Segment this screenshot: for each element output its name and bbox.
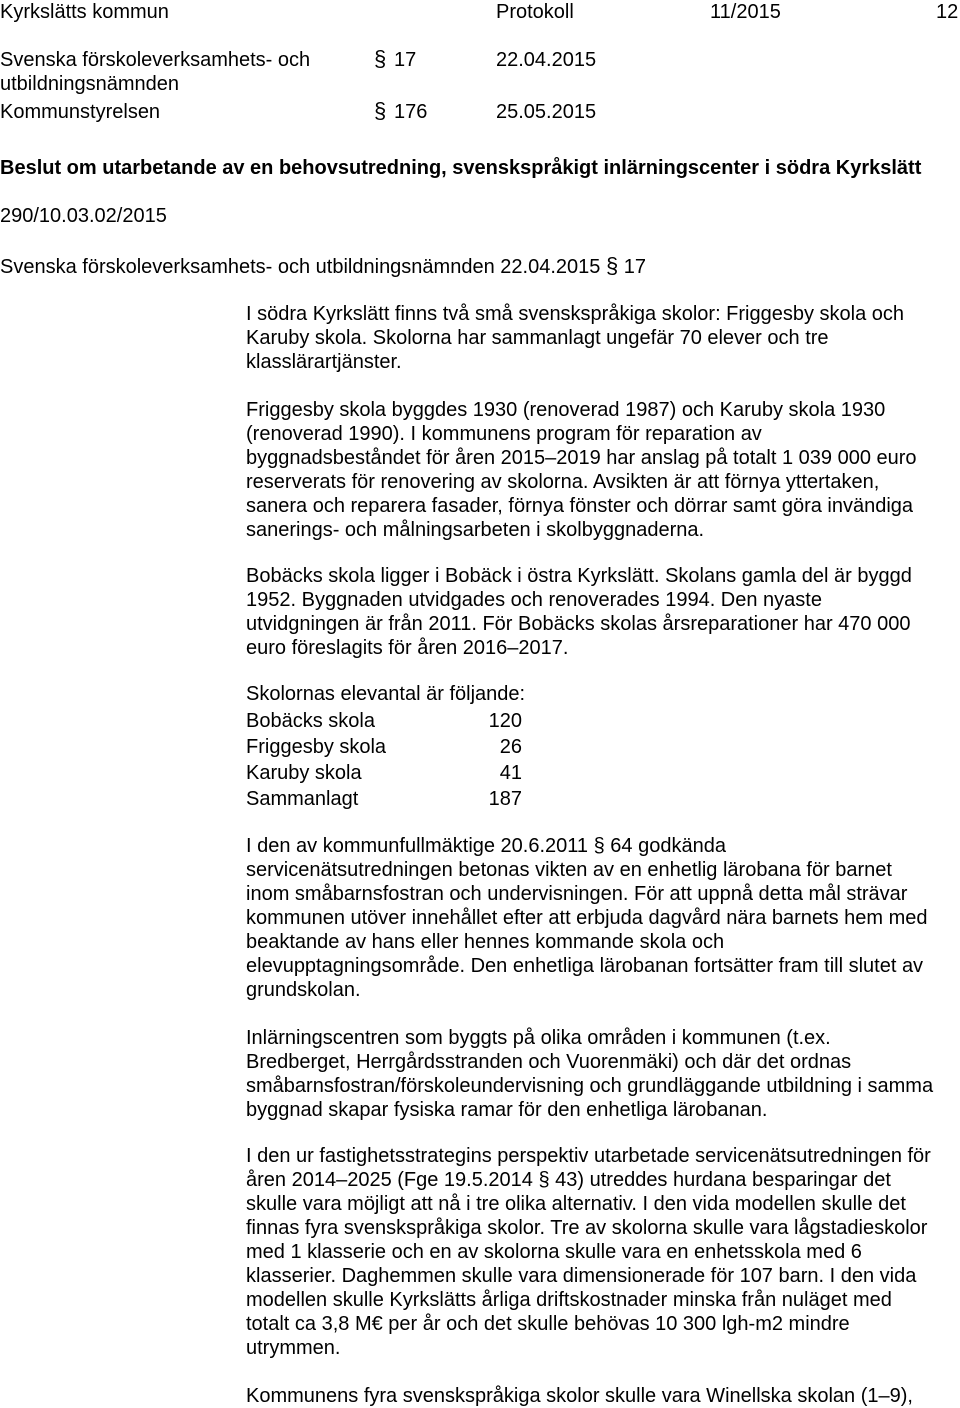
text-line: byggnadsbeståndet för åren 2015–2019 har anslag på totalt 1 039 000 euro: [246, 447, 917, 469]
text-line: Kommunens fyra svenskspråkiga skolor skulle vara Winellska skolan (1–9),: [246, 1385, 913, 1407]
school-name: Friggesby skola: [246, 736, 387, 758]
paragraph-property-strategy: [246, 1144, 960, 1360]
text-line: inom småbarnsfostran och undervisningen. För att uppnå detta mål strävar: [246, 883, 908, 905]
paragraph-four-schools: [246, 1384, 960, 1408]
text-line: I den av kommunfullmäktige 20.6.2011 § 64 godkända: [246, 835, 726, 857]
page-number: 12: [936, 1, 959, 23]
text-line: småbarnsfostran/förskoleundervisning och grundläggande utbildning i samma: [246, 1075, 934, 1097]
text-line: reserverats för renovering av skolorna. Avsikten är att förnya yttertaken,: [246, 471, 880, 493]
header-committee-row-1: [0, 48, 960, 72]
total-count: 187: [488, 788, 522, 810]
text-line: sanera och reparera fasader, förnya fönster och dörrar samt göra invändiga: [246, 495, 914, 517]
text-line: utvidgningen är från 2011. För Bobäcks skolas årsreparationer har 470 000: [246, 613, 911, 635]
text-line: elevupptagningsområde. Den enhetliga lärobanan fortsätter fram till slutet av: [246, 955, 924, 977]
pupil-count: 120: [488, 710, 522, 732]
table-row: [246, 708, 546, 734]
meeting-date: 25.05.2015: [496, 101, 597, 123]
text-line: åren 2014–2025 (Fge 19.5.2014 § 43) utreddes hurdana besparingar det: [246, 1169, 891, 1191]
meeting-date: 22.04.2015: [496, 49, 597, 71]
paragraph-pupil-count-intro: [246, 682, 960, 706]
text-line: finnas fyra svenskspråkiga skolor. Tre av skolorna skulle vara lågstadieskolor: [246, 1217, 928, 1239]
pupil-count: 26: [499, 736, 522, 758]
paragraph-learning-centres: [246, 1026, 960, 1122]
committee-name: Kommunstyrelsen: [0, 101, 161, 123]
text-line: sanerings- och målningsarbeten i skolbyggnaderna.: [246, 519, 705, 541]
text-line: I den ur fastighetsstrategins perspektiv utarbetade servicenätsutredningen för: [246, 1145, 931, 1167]
committee-name-line2: utbildningsnämnden: [0, 73, 180, 95]
text-line: kommunen utöver innehållet efter att erbjuda dagvård nära barnets hem med: [246, 907, 928, 929]
text-line: Skolornas elevantal är följande:: [246, 683, 526, 705]
table-row-total: [246, 786, 546, 812]
committee-and-date: Svenska förskoleverksamhets- och utbildningsnämnden 22.04.2015: [0, 256, 601, 278]
municipality-name: Kyrkslätts kommun: [0, 1, 169, 23]
section-number: 17: [623, 256, 646, 278]
paragraph-schools-intro: [246, 302, 960, 374]
committee-section-line: [0, 254, 646, 279]
text-line: I södra Kyrkslätt finns två små svenskspråkiga skolor: Friggesby skola och: [246, 303, 905, 325]
paragraph-renovation: [246, 398, 960, 542]
text-line: Friggesby skola byggdes 1930 (renoverad 1987) och Karuby skola 1930: [246, 399, 886, 421]
pupil-count: 41: [499, 762, 522, 784]
text-line: Bredberget, Herrgårdsstranden och Vuorenmäki) och där det ordnas: [246, 1051, 852, 1073]
table-row: [246, 760, 546, 786]
header-committee-row-2: [0, 100, 960, 124]
diary-number: 290/10.03.02/2015: [0, 205, 167, 227]
paragraph-boback: [246, 564, 960, 660]
text-line: Bobäcks skola ligger i Bobäck i östra Kyrkslätt. Skolans gamla del är byggd: [246, 565, 912, 587]
text-line: euro föreslagits för åren 2016–2017.: [246, 637, 569, 659]
text-line: klasslärartjänster.: [246, 351, 402, 373]
document-type: Protokoll: [496, 1, 574, 23]
school-name: Karuby skola: [246, 762, 362, 784]
text-line: servicenätsutredningen betonas vikten av en enhetlig lärobana för barnet: [246, 859, 892, 881]
text-line: utrymmen.: [246, 1337, 341, 1359]
protocol-number: 11/2015: [710, 1, 781, 23]
section-number: 17: [394, 49, 417, 71]
pupil-count-table: [246, 708, 546, 812]
paragraph-service-network: [246, 834, 960, 1002]
text-line: grundskolan.: [246, 979, 361, 1001]
decision-title: Beslut om utarbetande av en behovsutredning, svenskspråkigt inlärningscenter i södra Kyrkslätt: [0, 157, 922, 179]
text-line: 1952. Byggnaden utvidgades och renoverades 1994. Den nyaste: [246, 589, 822, 611]
total-label: Sammanlagt: [246, 788, 359, 810]
header-top-row: [0, 0, 960, 24]
section-sign: §: [374, 98, 387, 123]
section-sign: §: [374, 46, 387, 71]
text-line: totalt ca 3,8 M€ per år och det skulle behövas 10 300 lgh-m2 mindre: [246, 1313, 850, 1335]
text-line: modellen skulle Kyrkslätts årliga driftskostnader minska från nuläget med: [246, 1289, 892, 1311]
header-committee-row-1b: [0, 72, 960, 96]
text-line: klasserier. Daghemmen skulle vara dimensionerade för 107 barn. I den vida: [246, 1265, 917, 1287]
text-line: beaktande av hans eller hennes kommande skola och: [246, 931, 725, 953]
text-line: byggnad skapar fysiska ramar för den enhetliga lärobanan.: [246, 1099, 768, 1121]
text-line: (renoverad 1990). I kommunens program för reparation av: [246, 423, 762, 445]
text-line: Karuby skola. Skolorna har sammanlagt ungefär 70 elever och tre: [246, 327, 829, 349]
text-line: skulle vara möjligt att nå i tre olika alternativ. I den vida modellen skulle det: [246, 1193, 906, 1215]
text-line: med 1 klasserie och en av skolorna skulle vara en enhetsskola med 6: [246, 1241, 862, 1263]
committee-name-line1: Svenska förskoleverksamhets- och: [0, 49, 311, 71]
text-line: Inlärningscentren som byggts på olika områden i kommunen (t.ex.: [246, 1027, 831, 1049]
section-number: 176: [394, 101, 428, 123]
school-name: Bobäcks skola: [246, 710, 375, 732]
table-row: [246, 734, 546, 760]
section-sign: §: [605, 253, 619, 278]
